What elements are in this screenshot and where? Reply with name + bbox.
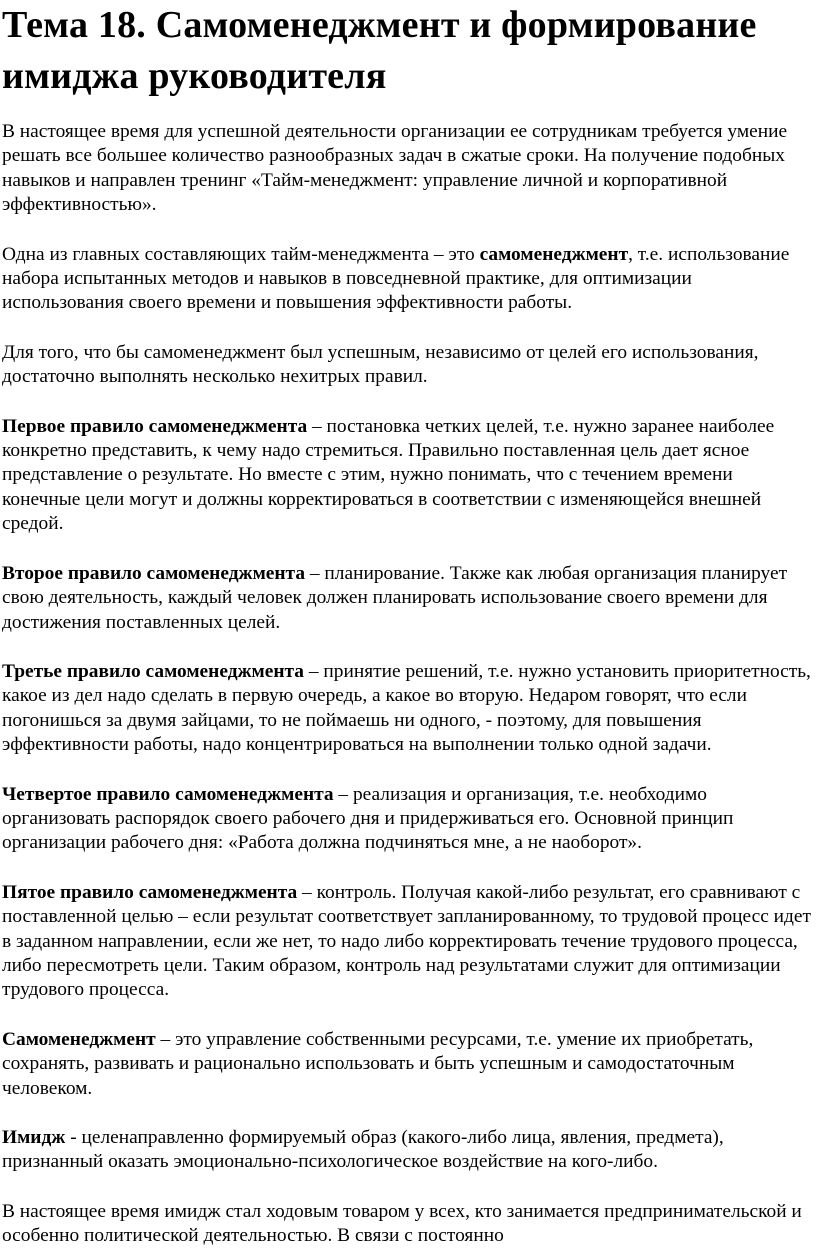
paragraph: [2, 783, 814, 856]
paragraph: [2, 415, 814, 537]
paragraph-text: Одна из главных составляющих тайм-менеджмента – это: [2, 243, 480, 265]
paragraph: [2, 243, 814, 316]
paragraph-text: - целенаправленно формируемый образ (какого-либо лица, явления, предмета), признанный оказать эмоционально-психологическое воздействие на кого-либо.: [2, 1127, 724, 1173]
paragraph: [2, 341, 814, 390]
paragraph-text: – контроль. Получая какой-либо результат, его сравнивают с поставленной целью – если результат соответствует запланированному, то трудовой процесс идет в заданном направлении, если же нет, то надо либо корректировать течение трудового процесса, либо пересмотреть цели. Таким образом, контроль над результатами служит для оптимизации трудового процесса.: [2, 881, 812, 1001]
paragraph: [2, 120, 814, 218]
bold-term: Второе правило самоменеджмента: [2, 562, 306, 584]
paragraph-text: , т.е. использование набора испытанных методов и навыков в повседневной практике, для оптимизации использования своего времени и повышения эффективности работы.: [2, 243, 790, 314]
bold-term: Четвертое правило самоменеджмента: [2, 783, 334, 805]
paragraph: [2, 1200, 814, 1249]
bold-term: Имидж: [2, 1127, 66, 1148]
paragraph: [2, 562, 814, 635]
paragraph-text: – планирование. Также как любая организация планирует свою деятельность, каждый человек должен планировать использование своего времени для достижения поставленных целей.: [2, 562, 788, 633]
bold-term: Третье правило самоменеджмента: [2, 660, 305, 682]
paragraph: [2, 1028, 814, 1101]
paragraph-text: – это управление собственными ресурсами, т.е. умение их приобретать, сохранять, развивать и рационально использовать и быть успешным и самодостаточным человеком.: [2, 1028, 754, 1099]
bold-term: Самоменеджмент: [2, 1028, 156, 1050]
paragraph-text: В настоящее время имидж стал ходовым товаром у всех, кто занимается предпринимательской и особенно политической деятельностью. В связи с постоянно: [2, 1200, 802, 1247]
paragraph: [2, 660, 814, 758]
bold-term: Первое правило самоменеджмента: [2, 415, 308, 437]
paragraph-text: В настоящее время для успешной деятельности организации ее сотрудникам требуется умение решать все большее количество разнообразных задач в сжатые сроки. На получение подобных навыков и направлен тренинг «Тайм-менеджмент: управление личной и корпоративной эффективностью».: [2, 121, 788, 216]
bold-term: Пятое правило самоменеджмента: [2, 881, 298, 903]
paragraph-text: – реализация и организация, т.е. необходимо организовать распорядок своего рабочего дня и придерживаться его. Основной принцип организации рабочего дня: «Работа должна подчиняться мне, а не наоборот».: [2, 783, 734, 854]
document-body: [2, 120, 814, 1258]
paragraph-text: – принятие решений, т.е. нужно установить приоритетность, какое из дел надо сделать в первую очередь, а какое во вторую. Недаром говорят, что если погонишься за двумя зайцами, то не поймаешь ни одного, - поэтому, для повышения эффективности работы, надо концентрироваться на выполнении только одной задачи.: [2, 660, 811, 756]
paragraph-text: Для того, что бы самоменеджмент был успешным, независимо от целей его использования, достаточно выполнять несколько нехитрых правил.: [2, 341, 759, 388]
paragraph-text: – постановка четких целей, т.е. нужно заранее наиболее конкретно представить, к чему надо стремиться. Правильно поставленная цель дает ясное представление о результате. Но вместе с этим, нужно понимать, что с течением времени конечные цели могут и должны корректироваться в соответствии с изменяющейся внешней средой.: [2, 415, 775, 535]
paragraph: [2, 1126, 814, 1175]
page-title: Тема 18. Самоменеджмент и формирование имиджа руководителя: [2, 4, 757, 97]
paragraph: [2, 881, 814, 1003]
bold-term: самоменеджмент: [479, 243, 629, 265]
